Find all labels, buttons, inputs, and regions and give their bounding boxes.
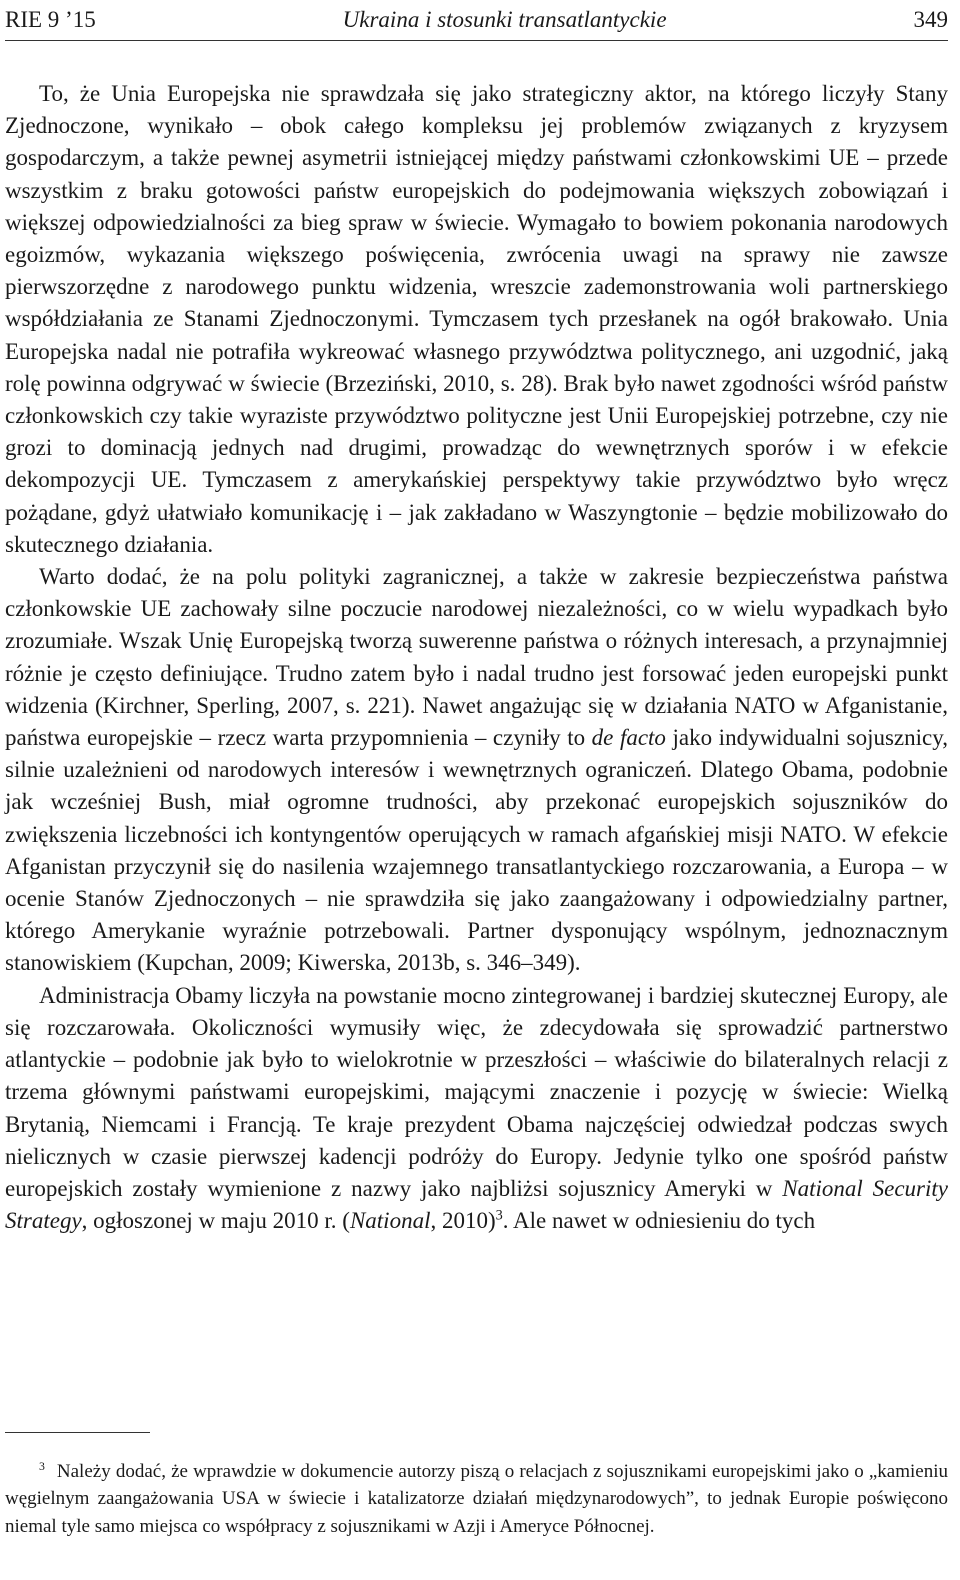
italic-citation: National [349, 1208, 431, 1234]
italic-term: de facto [591, 725, 666, 751]
footnote-text: Należy dodać, że wprawdzie w dokumencie autorzy piszą o relacjach z sojusznikami europejskimi jako o „kamieniu węgielnym zaangażowania USA w świecie i katalizatorze działań międzynarodowych”, to jednak Europie poświęcono niemal tyle samo miejsca co współpracy z sojusznikami w Azji i Ameryce Północnej. [5, 1461, 948, 1537]
footnote-number: 3 [39, 1459, 45, 1473]
paragraph-1: To, że Unia Europejska nie sprawdzała się jako strategiczny aktor, na którego liczyły Stany Zjednoczone, wynikało – obok całego kompleksu jej problemów związanych z kryzysem gospodarczym, a także pewnej asymetrii istniejącej między państwami członkowskimi UE – przede wszystkim z braku gotowości państw europejskich do podejmowania większych zobowiązań i większej odpowiedzialności za bieg spraw w świecie. Wymagało to bowiem pokonania narodowych egoizmów, wykazania większego poświęcenia, zwrócenia uwagi na sprawy nie zawsze pierwszorzędne z narodowego punktu widzenia, wreszcie zademonstrowania woli partnerskiego współdziałania ze Stanami Zjednoczonymi. Tymczasem tych przesłanek na ogół brakowało. Unia Europejska nadal nie potrafiła wykreować własnego przywództwa politycznego, ani uzgodnić, jaką rolę powinna odgrywać w świecie (Brzeziński, 2010, s. 28). Brak było nawet zgodności wśród państw członkowskich czy takie wyraziste przywództwo polityczne jest Unii Europejskiej potrzebne, czy nie grozi to dominacją jednych nad drugimi, prowadząc do wewnętrznych sporów i w efekcie dekompozycji UE. Tymczasem z amerykańskiej perspektywy takie przywództwo było wręcz pożądane, gdyż ułatwiało komunikację i – jak zakładano w Waszyngtonie – będzie mobilizowało do skutecznego działania. [5, 81, 948, 557]
footnote-divider [5, 1432, 150, 1433]
page-number: 349 [913, 7, 948, 32]
footnote [5, 1458, 948, 1540]
paragraph-2: Warto dodać, że na polu polityki zagranicznej, a także w zakresie bezpieczeństwa państwa członkowskie UE zachowały silne poczucie narodowej niezależności, co w wielu wypadkach było zrozumiałe. Wszak Unię Europejską tworzą suwerenne państwa o różnych interesach, a przynajmniej różnie je często definiujące. Trudno zatem było i nadal trudno jest forsować jeden europejski punkt widzenia (Kirchner, Sperling, 2007, s. 221). Nawet angażując się w działania NATO w Afganistanie, państwa europejskie – rzecz warta przypomnienia – czyniły to de facto jako indywidualni sojusznicy, silnie uzależnieni od narodowych interesów i wewnętrznych ograniczeń. Dlatego Obama, podobnie jak wcześniej Bush, miał ogromne trudności, aby przekonać europejskich sojuszników do zwiększenia liczebności ich kontyngentów operujących w ramach afgańskiej misji NATO. W efekcie Afganistan przyczynił się do nasilenia wzajemnego transatlantyckiego rozczarowania, a Europa – w ocenie Stanów Zjednoczonych – nie sprawdziła się jako zaangażowany i odpowiedzialny partner, którego Amerykanie wyraźnie potrzebowali. Partner dysponujący wspólnym, jednoznacznym stanowiskiem (Kupchan, 2009; Kiwerska, 2013b, s. 346–349). [5, 564, 948, 976]
paragraph-3: Administracja Obamy liczyła na powstanie mocno zintegrowanej i bardziej skutecznej Europy, ale się rozczarowała. Okoliczności wymusiły więc, że zdecydowała się sprowadzić partnerstwo atlantyckie – podobnie jak było to wielokrotnie w przeszłości – właściwie do bilateralnych relacji z trzema głównymi państwami europejskimi, mającymi znaczenie i pozycję w świecie: Wielką Brytanią, Niemcami i Francją. Te kraje prezydent Obama najczęściej odwiedzał podczas swych nielicznych w czasie pierwszej kadencji podróży do Europy. Jedynie tylko one spośród państw europejskich zostały wymienione z nazwy jako najbliżsi sojusznicy Ameryki w National Security Strategy, ogłoszonej w maju 2010 r. (National, 2010)$^3$. Ale nawet w odniesieniu do tych [5, 982, 948, 1234]
running-header [5, 0, 948, 41]
journal-label: RIE 9 ’15 [5, 7, 96, 32]
running-title: Ukraina i stosunki transatlantyckie [342, 7, 667, 32]
italic-title: National Security Strategy [5, 1175, 948, 1234]
footnote-reference[interactable]: 3 [495, 1207, 503, 1224]
main-text [5, 78, 948, 1237]
